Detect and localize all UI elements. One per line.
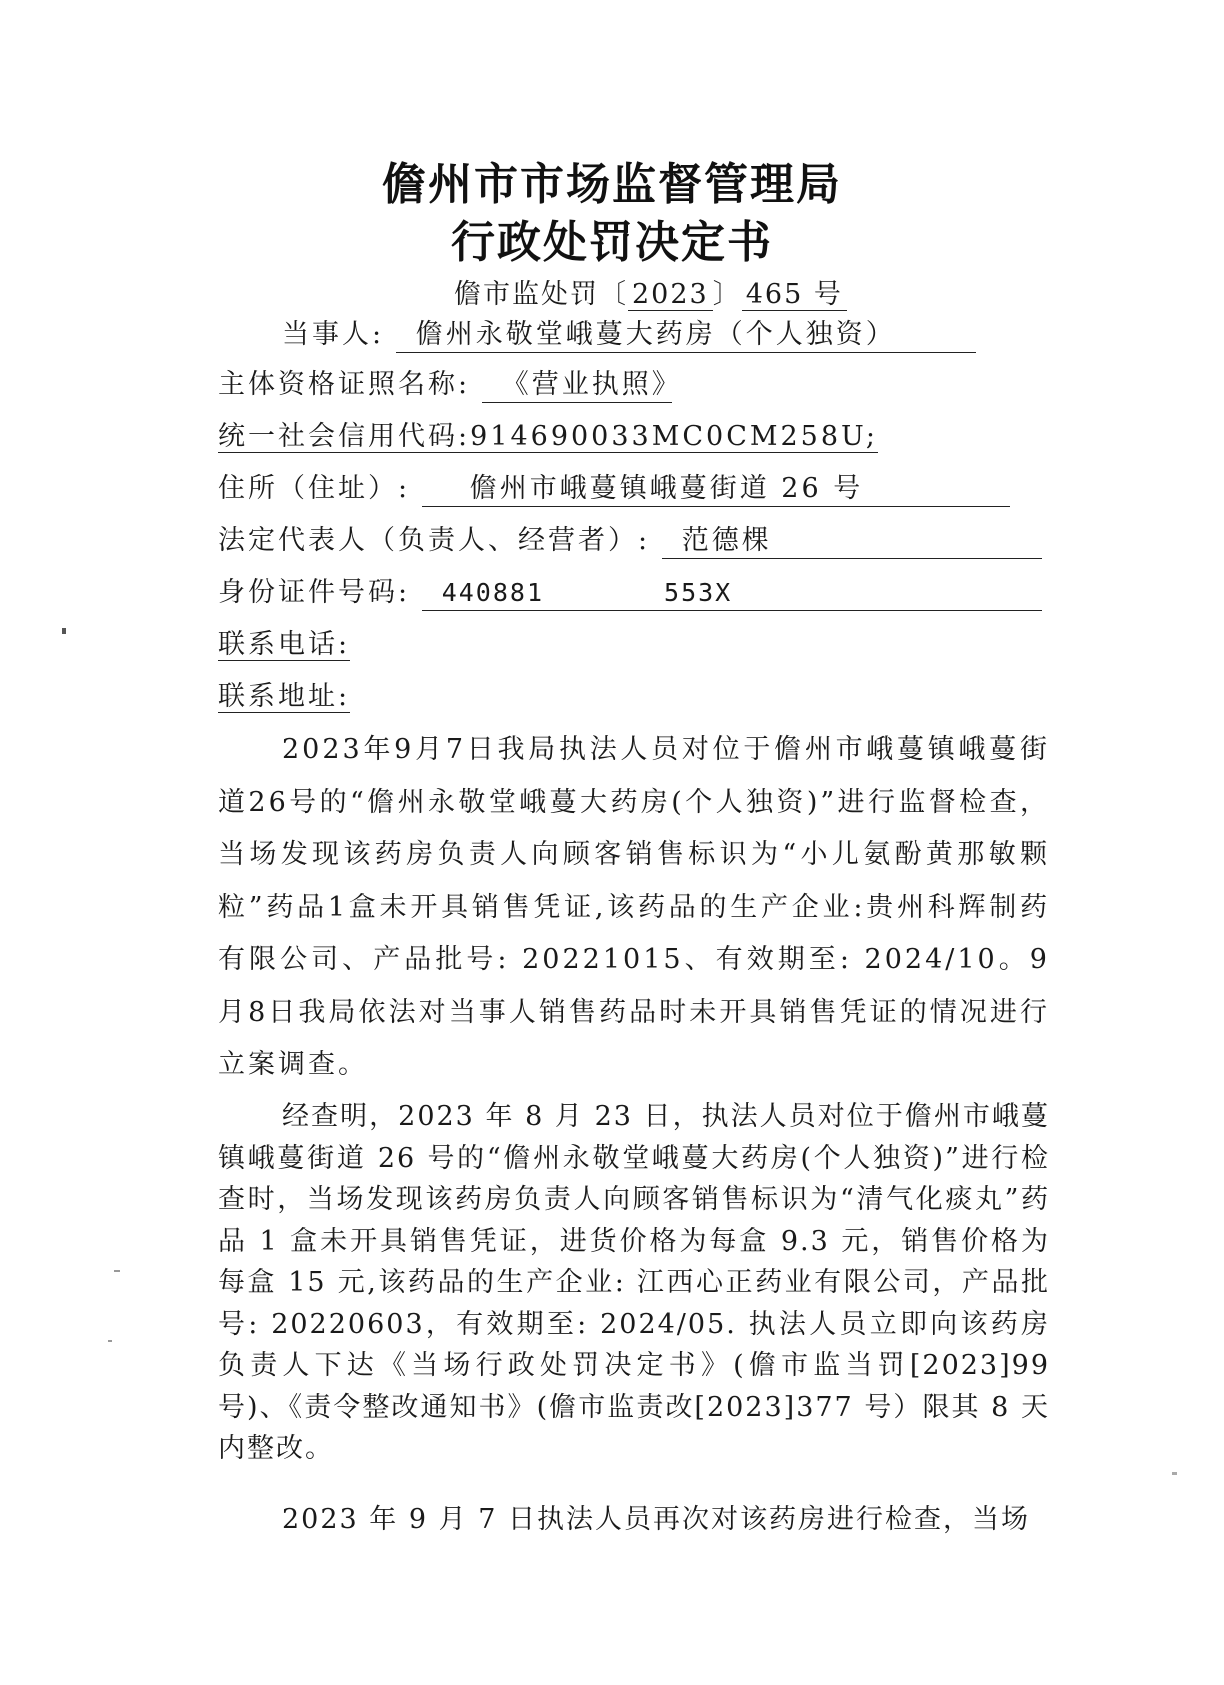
scan-speck [114,1270,120,1272]
legal-rep-value: 范德棵 [662,524,1042,559]
id-number-prefix: 440881 [441,578,545,607]
contact-address-label: 联系地址: [218,681,351,712]
doc-number-mid: 〕 [712,279,742,310]
doc-number-value: 465 号 [742,279,847,311]
id-number-label: 身份证件号码: [218,577,411,608]
body-paragraph-1: 2023年9月7日我局执法人员对位于儋州市峨蔓镇峨蔓街道26号的“儋州永敬堂峨蔓大药房(个人独资)”进行监督检查，当场发现该药房负责人向顾客销售标识为“小儿氨酚黄那敏颗粒”药品1盒未开具销售凭证,该药品的生产企业:贵州科辉制药有限公司、产品批号: 20221015、有效期至: 2024/10。9月8日我局依法对当事人销售药品时未开具销售凭证的情况进行立案调查。 [218,734,1050,1080]
legal-rep-field [218,518,1042,559]
credit-code-field [218,414,878,453]
document-title-type: 行政处罚决定书 [451,217,773,268]
document-title-agency: 儋州市市场监督管理局 [382,159,842,210]
credit-code-label: 统一社会信用代码: [218,421,471,452]
address-value: 儋州市峨蔓镇峨蔓街道 26 号 [422,472,1010,507]
doc-number-prefix: 儋市监处罚〔 [454,279,628,310]
license-field [218,362,682,403]
party-value: 儋州永敬堂峨蔓大药房（个人独资） [396,318,976,353]
document-number [454,272,847,311]
scan-speck [1172,1472,1177,1475]
id-number-value [422,576,1042,611]
phone-field [218,622,350,661]
body-paragraph-2: 经查明，2023 年 8 月 23 日，执法人员对位于儋州市峨蔓镇峨蔓街道 26 号的“儋州永敬堂峨蔓大药房(个人独资)”进行检查时，当场发现该药房负责人向顾客销售标识为“清气化痰丸”药品 1 盒未开具销售凭证，进货价格为每盒 9.3 元，销售价格为每盒 15 元,该药品的生产企业: 江西心正药业有限公司，产品批号: 20220603，有效期至: 2024/05. 执法人员立即向该药房负责人下达《当场行政处罚决定书》(儋市监当罚[2023]99 号)、《责令整改通知书》(儋市监责改[2023]377 号）限其 8 天内整改。 [218,1101,1050,1464]
id-number-field [218,570,1042,611]
license-value: 《营业执照》 [482,368,672,403]
body-paragraph-3: 2023 年 9 月 7 日执法人员再次对该药房进行检查，当场 [282,1504,1030,1535]
scan-speck [108,1340,112,1342]
address-field [218,466,1010,507]
party-field [282,312,976,353]
id-number-suffix: 553X [664,578,733,607]
scan-speck [62,628,66,634]
address-label: 住所（住址）: [218,473,411,504]
phone-label: 联系电话: [218,629,351,660]
doc-number-year: 2023 [628,279,713,311]
credit-code-value: 914690033MC0CM258U; [470,421,878,452]
legal-rep-label: 法定代表人（负责人、经营者）: [218,525,651,556]
contact-address-field [218,674,350,713]
license-label: 主体资格证照名称: [218,369,471,400]
party-label: 当事人: [282,319,385,350]
